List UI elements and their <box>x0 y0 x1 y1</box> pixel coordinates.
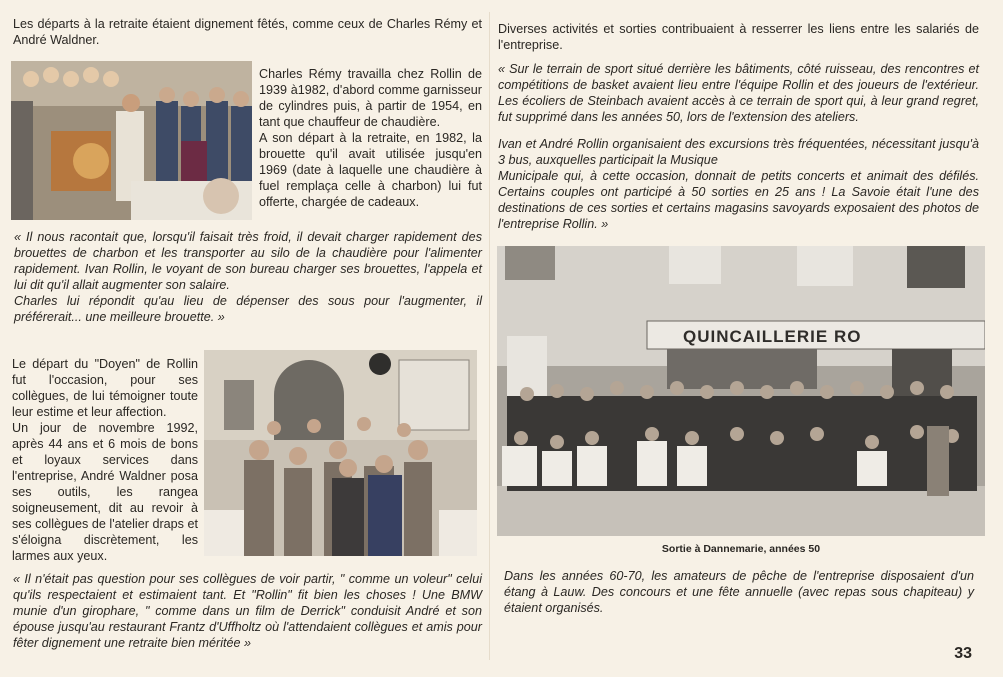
page-number: 33 <box>954 645 972 662</box>
waldner-paragraph <box>12 356 198 564</box>
excursions-text-1: Ivan et André Rollin organisaient des excursions très fréquentées, nécessitant jusqu'à 3 bus, auxquelles participait la Musique <box>498 137 979 167</box>
retirement-party-photo <box>11 61 252 220</box>
waldner-intro-text: Le départ du "Doyen" de Rollin fut l'occasion, pour ses collègues, de lui témoigner toute leur estime et leur affection. <box>12 357 198 419</box>
left-intro: Les départs à la retraite étaient dignement fêtés, comme ceux de Charles Rémy et André Waldner. <box>13 17 482 47</box>
remy-retirement-text: A son départ à la retraite, en 1982, la brouette qu'il avait utilisée jusqu'en 1969 (date à laquelle une chaudière à fuel remplaça celle à charbon) lui fut offerte, chargée de cadeaux. <box>259 131 482 209</box>
photo-caption: Sortie à Dannemarie, années 50 <box>661 543 821 555</box>
column-divider <box>489 12 490 660</box>
sport-quote: « Sur le terrain de sport situé derrière les bâtiments, côté ruisseau, des rencontres et compétitions de basket avaient lieu entre l'équipe Rollin et des joueurs de l'extérieur. Les écoliers de Steinbach avaient accès à ce terrain de sport qui, à leur grand regret, fut supprimé dans les années 50, lors de l'extension des ateliers. <box>498 62 979 124</box>
remy-quote-part-1: « Il nous racontait que, lorsqu'il faisait très froid, il devait charger rapidement des brouettes de charbon et les transporter au silo de la chaudière pour l'alimenter rapidement. Ivan Rollin, le voyant de son bureau charger ses brouettes, l'appela et lui dit qu'il allait augmenter son salaire. <box>14 230 482 292</box>
remy-quote-part-2: Charles lui répondit qu'au lieu de dépenser des sous pour l'augmenter, il préférerait... une meilleure brouette. » <box>14 294 482 324</box>
right-intro: Diverses activités et sorties contribuaient à resserrer les liens entre les salariés de l'entreprise. <box>498 22 979 52</box>
waldner-quote: « Il n'était pas question pour ses collègues de voir partir, " comme un voleur" celui qu'ils respectaient et estimaient tant. Et "Rollin" fit bien les choses ! Une BMW munie d'un girophare, " comme dans un film de Derrick" conduisit André et son épouse jusqu'au restaurant Frantz d'Uffholtz où l'attendaient collègues et amis pour fêter dignement une retraite bien méritée » <box>13 572 482 650</box>
waldner-departure-text: Un jour de novembre 1992, après 44 ans et 6 mois de bons et loyaux services dans l'entreprise, André Waldner posa ses outils, les rangea soigneusement, dit au revoir à ses collègues de l'atelier draps et s'éloigna discrètement, les larmes aux yeux. <box>12 421 198 563</box>
remy-paragraph <box>259 66 482 210</box>
waldner-farewell-photo <box>204 350 477 556</box>
excursions-text-2: Municipale qui, à cette occasion, donnait de petits concerts et animait des défilés. Certains couples ont participé à 50 sorties en 25 ans ! La Savoie était l'une des destinations de ces sorties et certains magasins savoyards exposaient des photos de l'entreprise Rollin. » <box>498 169 979 231</box>
remy-career-text: Charles Rémy travailla chez Rollin de 1939 à1982, d'abord comme garnisseur de cylindres puis, à partir de 1954, en tant que chauffeur de chaudière. <box>259 67 482 129</box>
group-outing-photo <box>497 246 985 536</box>
shop-sign-text: QUINCAILLERIE RO <box>683 327 862 346</box>
remy-quote <box>14 229 482 325</box>
excursions-quote <box>498 136 979 232</box>
fishing-paragraph: Dans les années 60-70, les amateurs de pêche de l'entreprise disposaient d'un étang à Lauw. Des concours et une fête annuelle (avec repas sous chapiteau) y étaient organisés. <box>504 569 974 615</box>
